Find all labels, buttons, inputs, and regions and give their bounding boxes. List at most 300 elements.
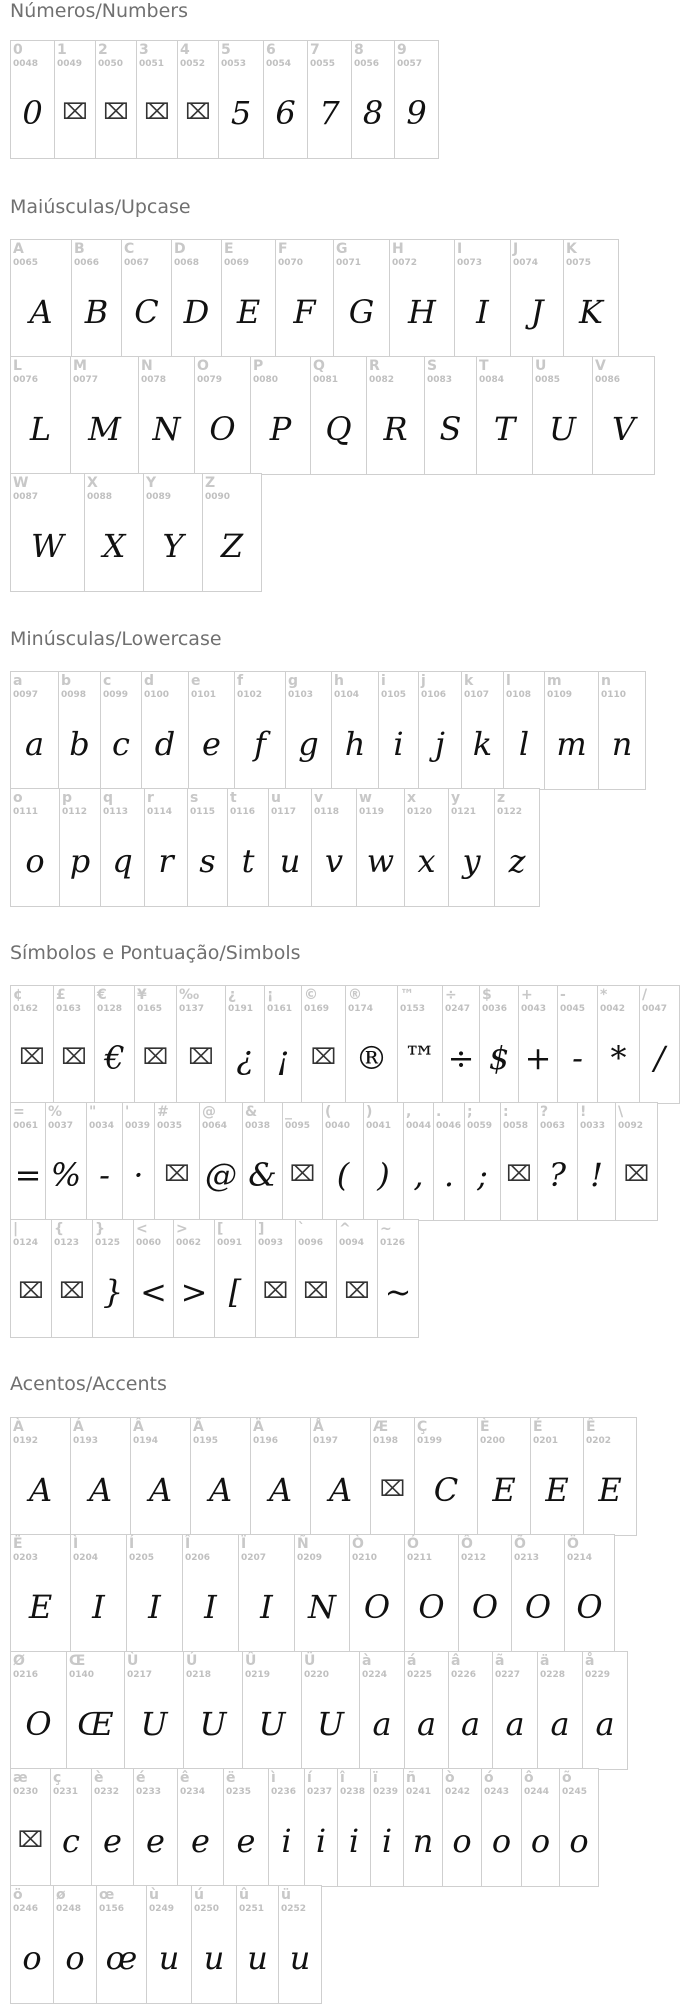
character-code: 0091 [217, 1238, 243, 1248]
glyph-cell-0204 [70, 1534, 127, 1653]
character-code: 0200 [480, 1436, 506, 1446]
character-label: + [521, 987, 533, 1003]
character-label: û [239, 1887, 249, 1903]
character-label: | [13, 1221, 19, 1237]
glyph-preview: > [180, 1272, 208, 1311]
character-label: * [600, 987, 608, 1003]
glyph-preview: v [324, 841, 344, 880]
character-code: 0202 [586, 1436, 612, 1446]
character-code: 0065 [13, 258, 39, 268]
character-label: â [451, 1653, 461, 1669]
glyph-preview: 6 [275, 93, 296, 132]
character-code: 0040 [325, 1121, 351, 1131]
character-code: 0062 [176, 1238, 202, 1248]
glyph-preview: 8 [362, 93, 384, 132]
glyph-cell-0228 [537, 1651, 583, 1770]
character-label: ~ [380, 1221, 392, 1237]
character-label: g [288, 673, 299, 689]
character-code: 0074 [513, 258, 539, 268]
glyph-preview: / [654, 1038, 665, 1077]
glyph-cell-0065 [10, 239, 72, 358]
character-code: 0213 [514, 1553, 540, 1563]
glyph-preview: ) [377, 1155, 390, 1194]
missing-glyph-icon: ⌧ [59, 1278, 85, 1304]
glyph-cell-0097 [10, 671, 59, 790]
character-code: 0214 [567, 1553, 593, 1563]
glyph-preview: I [476, 292, 489, 331]
character-code: 0114 [147, 807, 173, 817]
glyph-preview: e [103, 1821, 122, 1860]
glyph-cell-0080 [250, 356, 311, 475]
character-code: 0209 [297, 1553, 323, 1563]
character-code: 0080 [253, 375, 279, 385]
glyph-preview: B [84, 292, 109, 331]
character-label: % [48, 1104, 63, 1120]
character-label: K [566, 241, 577, 257]
glyph-preview: c [112, 724, 130, 763]
glyph-preview: Œ [77, 1704, 114, 1743]
glyph-cell-0104 [331, 671, 379, 790]
glyph-cell-0234 [177, 1768, 224, 1887]
glyph-preview: - [572, 1038, 583, 1077]
glyph-cell-0252 [278, 1885, 322, 2004]
glyph-preview: E [28, 1587, 53, 1626]
character-label: ! [580, 1104, 587, 1120]
character-label: s [190, 790, 199, 806]
character-label: Y [146, 475, 157, 491]
glyph-cell-0236 [268, 1768, 305, 1887]
glyph-cell-0051 [136, 40, 178, 159]
glyph-preview: A [29, 292, 53, 331]
character-label: æ [13, 1770, 28, 1786]
glyph-preview: I [260, 1587, 273, 1626]
glyph-cell-0081 [310, 356, 367, 475]
glyph-preview: C [433, 1470, 459, 1509]
character-code: 0097 [13, 690, 39, 700]
glyph-preview: z [508, 841, 526, 880]
glyph-cell-0117 [268, 788, 312, 907]
character-label: e [191, 673, 201, 689]
glyph-cell-0214 [564, 1534, 615, 1653]
character-label: { [54, 1221, 64, 1237]
character-label: œ [99, 1887, 115, 1903]
glyph-cell-0165 [134, 985, 177, 1104]
character-label: © [304, 987, 318, 1003]
character-label: D [174, 241, 186, 257]
glyph-cell-0213 [511, 1534, 565, 1653]
glyph-preview: g [298, 724, 319, 763]
missing-glyph-icon: ⌧ [344, 1278, 370, 1304]
character-label: ó [484, 1770, 494, 1786]
glyph-cell-0192 [10, 1417, 71, 1536]
glyph-preview: M [88, 409, 121, 448]
character-code: 0104 [334, 690, 360, 700]
glyph-cell-0205 [126, 1534, 183, 1653]
character-label: ú [194, 1887, 204, 1903]
character-code: 0249 [149, 1904, 175, 1914]
character-label: 2 [98, 42, 108, 58]
character-label: ô [524, 1770, 534, 1786]
glyph-preview: ( [336, 1155, 350, 1194]
character-label: ` [298, 1221, 305, 1237]
character-code: 0072 [392, 258, 418, 268]
character-code: 0246 [13, 1904, 39, 1914]
glyph-preview: i [381, 1821, 393, 1860]
character-code: 0251 [239, 1904, 265, 1914]
glyph-preview: $ [488, 1038, 510, 1077]
character-code: 0075 [566, 258, 592, 268]
glyph-preview: c [62, 1821, 80, 1860]
character-label: ø [56, 1887, 66, 1903]
character-label: Ö [567, 1536, 579, 1552]
character-code: 0093 [258, 1238, 284, 1248]
glyph-preview: @ [205, 1155, 237, 1194]
glyph-cell-0227 [492, 1651, 538, 1770]
glyph-preview: 7 [319, 93, 340, 132]
character-code: 0121 [451, 807, 477, 817]
glyph-preview: u [203, 1938, 225, 1977]
section-title-lowercase: Minúsculas/Lowercase [10, 628, 222, 650]
glyph-cell-0076 [10, 356, 71, 475]
character-code: 0227 [495, 1670, 521, 1680]
glyph-cell-0250 [191, 1885, 237, 2004]
section-title-simbols: Símbolos e Pontuação/Simbols [10, 942, 301, 964]
character-label: n [601, 673, 611, 689]
section-title-upcase: Maiúsculas/Upcase [10, 196, 191, 218]
glyph-preview: u [158, 1938, 180, 1977]
character-code: 0043 [521, 1004, 547, 1014]
glyph-preview: R [383, 409, 408, 448]
glyph-preview: U [258, 1704, 286, 1743]
character-code: 0034 [89, 1121, 115, 1131]
glyph-cell-0124 [10, 1219, 52, 1338]
glyph-cell-0120 [404, 788, 449, 907]
character-label: ™ [400, 987, 414, 1003]
glyph-preview: ¿ [236, 1038, 254, 1077]
character-label: c [103, 673, 112, 689]
glyph-cell-0037 [45, 1102, 87, 1221]
character-code: 0123 [54, 1238, 80, 1248]
character-label: d [144, 673, 155, 689]
glyph-preview: x [417, 841, 436, 880]
glyph-cell-0073 [454, 239, 511, 358]
glyph-preview: o [530, 1821, 551, 1860]
character-code: 0108 [506, 690, 532, 700]
character-code: 0106 [421, 690, 447, 700]
character-code: 0194 [133, 1436, 159, 1446]
character-code: 0128 [97, 1004, 123, 1014]
character-code: 0156 [99, 1904, 125, 1914]
glyph-preview: * [610, 1038, 627, 1077]
glyph-preview: E [236, 292, 261, 331]
glyph-preview: [ [228, 1272, 242, 1311]
character-code: 0220 [304, 1670, 330, 1680]
character-code: 0252 [281, 1904, 307, 1914]
glyph-preview: U [140, 1704, 168, 1743]
character-label: C [124, 241, 135, 257]
character-label: ¢ [13, 987, 23, 1003]
character-label: 4 [180, 42, 190, 58]
glyph-preview: V [611, 409, 636, 448]
glyph-cell-0103 [285, 671, 332, 790]
glyph-preview: œ [105, 1938, 138, 1977]
character-label: _ [285, 1104, 292, 1120]
character-label: Ä [253, 1419, 264, 1435]
character-label: ? [540, 1104, 549, 1120]
glyph-preview: o [491, 1821, 512, 1860]
character-code: 0219 [245, 1670, 271, 1680]
character-code: 0055 [310, 59, 336, 69]
character-label: o [13, 790, 23, 806]
glyph-preview: O [418, 1587, 445, 1626]
glyph-cell-0248 [53, 1885, 97, 2004]
character-code: 0096 [298, 1238, 324, 1248]
glyph-cell-0128 [94, 985, 135, 1104]
glyph-cell-0201 [530, 1417, 584, 1536]
glyph-preview: o [25, 841, 45, 880]
glyph-preview: s [199, 841, 216, 880]
character-code: 0049 [57, 59, 83, 69]
character-label: ç [53, 1770, 62, 1786]
character-code: 0050 [98, 59, 124, 69]
glyph-cell-0114 [144, 788, 188, 907]
glyph-preview: O [524, 1587, 552, 1626]
glyph-preview: Z [220, 526, 244, 565]
glyph-preview: H [408, 292, 436, 331]
glyph-preview: ¡ [276, 1038, 290, 1077]
character-code: 0250 [194, 1904, 220, 1914]
character-code: 0216 [13, 1670, 39, 1680]
character-label: a [13, 673, 23, 689]
section-title-numbers: Números/Numbers [10, 0, 188, 22]
character-code: 0120 [407, 807, 433, 817]
character-label: í [307, 1770, 312, 1786]
glyph-preview: I [148, 1587, 161, 1626]
character-label: ù [149, 1887, 159, 1903]
glyph-preview: e [202, 724, 221, 763]
glyph-cell-0115 [187, 788, 228, 907]
glyph-cell-0161 [264, 985, 302, 1104]
glyph-cell-0058 [500, 1102, 538, 1221]
glyph-preview: j [435, 724, 445, 763]
glyph-cell-0057 [394, 40, 439, 159]
glyph-cell-0242 [442, 1768, 482, 1887]
character-label: ä [540, 1653, 550, 1669]
character-label: Û [245, 1653, 257, 1669]
glyph-preview: 0 [22, 93, 43, 132]
character-code: 0122 [497, 807, 523, 817]
glyph-preview: r [158, 841, 174, 880]
glyph-preview: b [69, 724, 90, 763]
character-code: 0191 [228, 1004, 254, 1014]
glyph-cell-0119 [356, 788, 405, 907]
missing-glyph-icon: ⌧ [303, 1278, 329, 1304]
character-code: 0207 [241, 1553, 267, 1563]
glyph-cell-0083 [424, 356, 477, 475]
character-label: U [535, 358, 547, 374]
glyph-preview: u [279, 841, 301, 880]
character-label: S [427, 358, 438, 374]
character-code: 0086 [595, 375, 621, 385]
character-label: # [157, 1104, 169, 1120]
glyph-preview: k [472, 724, 493, 763]
character-code: 0047 [642, 1004, 668, 1014]
glyph-preview: O [576, 1587, 603, 1626]
section-title-accents: Acentos/Accents [10, 1373, 167, 1395]
glyph-preview: e [236, 1821, 256, 1860]
character-code: 0119 [359, 807, 385, 817]
character-code: 0224 [362, 1670, 388, 1680]
glyph-cell-0247 [442, 985, 480, 1104]
character-code: 0195 [193, 1436, 219, 1446]
character-code: 0198 [373, 1436, 399, 1446]
glyph-cell-0054 [263, 40, 308, 159]
character-code: 0230 [13, 1787, 39, 1797]
character-code: 0067 [124, 258, 150, 268]
character-label: Ú [186, 1653, 198, 1669]
glyph-cell-0239 [370, 1768, 404, 1887]
glyph-cell-0123 [51, 1219, 93, 1338]
glyph-cell-0118 [311, 788, 357, 907]
glyph-preview: y [462, 841, 481, 880]
missing-glyph-icon: ⌧ [142, 1044, 169, 1070]
character-code: 0116 [230, 807, 256, 817]
character-code: 0033 [580, 1121, 606, 1131]
character-code: 0115 [190, 807, 216, 817]
character-label: Ê [586, 1419, 596, 1435]
glyph-cell-0207 [238, 1534, 295, 1653]
character-code: 0078 [141, 375, 167, 385]
character-code: 0163 [56, 1004, 82, 1014]
glyph-preview: f [254, 724, 266, 763]
glyph-preview: p [69, 841, 91, 880]
glyph-preview: } [102, 1272, 124, 1311]
character-code: 0101 [191, 690, 217, 700]
character-label: N [141, 358, 153, 374]
character-label: Œ [69, 1653, 86, 1669]
character-label: ) [366, 1104, 373, 1120]
character-label: Í [129, 1536, 135, 1552]
glyph-cell-0096 [295, 1219, 337, 1338]
character-code: 0241 [406, 1787, 432, 1797]
character-label: - [560, 987, 566, 1003]
glyph-cell-0091 [214, 1219, 256, 1338]
glyph-preview: I [204, 1587, 217, 1626]
glyph-preview: · [133, 1155, 144, 1194]
character-label: J [513, 241, 519, 257]
glyph-cell-0092 [615, 1102, 658, 1221]
character-code: 0089 [146, 492, 172, 502]
glyph-cell-0162 [10, 985, 54, 1104]
glyph-cell-0071 [333, 239, 390, 358]
character-label: Õ [514, 1536, 526, 1552]
character-code: 0118 [314, 807, 340, 817]
character-code: 0107 [464, 690, 490, 700]
character-label: [ [217, 1221, 224, 1237]
character-label: u [271, 790, 281, 806]
glyph-preview: u [247, 1938, 268, 1977]
character-label: Q [313, 358, 325, 374]
glyph-preview: E [545, 1470, 569, 1509]
glyph-cell-0122 [494, 788, 540, 907]
glyph-preview: U [317, 1704, 344, 1743]
character-code: 0112 [62, 807, 88, 817]
glyph-cell-0137 [176, 985, 226, 1104]
glyph-cell-0202 [583, 1417, 637, 1536]
glyph-cell-0086 [592, 356, 655, 475]
glyph-cell-0039 [122, 1102, 155, 1221]
character-label: @ [202, 1104, 216, 1120]
character-label: 3 [139, 42, 149, 58]
glyph-cell-0069 [221, 239, 276, 358]
character-label: $ [482, 987, 492, 1003]
glyph-cell-0036 [479, 985, 519, 1104]
glyph-cell-0238 [337, 1768, 371, 1887]
character-label: l [506, 673, 511, 689]
glyph-preview: o [569, 1821, 589, 1860]
character-code: 0203 [13, 1553, 39, 1563]
character-label: 7 [310, 42, 320, 58]
character-label: y [451, 790, 461, 806]
missing-glyph-icon: ⌧ [289, 1161, 316, 1187]
glyph-cell-0195 [190, 1417, 251, 1536]
glyph-cell-0089 [143, 473, 203, 592]
character-label: F [278, 241, 288, 257]
character-code: 0226 [451, 1670, 477, 1680]
character-code: 0098 [61, 690, 87, 700]
character-code: 0169 [304, 1004, 330, 1014]
character-code: 0085 [535, 375, 561, 385]
character-code: 0235 [226, 1787, 252, 1797]
character-code: 0244 [524, 1787, 550, 1797]
character-label: Ì [73, 1536, 79, 1552]
character-code: 0237 [307, 1787, 333, 1797]
glyph-preview: A [88, 1470, 113, 1509]
character-code: 0217 [127, 1670, 153, 1680]
glyph-preview: - [99, 1155, 110, 1194]
missing-glyph-icon: ⌧ [164, 1161, 190, 1187]
glyph-cell-0163 [53, 985, 95, 1104]
character-label: x [407, 790, 417, 806]
glyph-cell-0116 [227, 788, 269, 907]
glyph-preview: P [269, 409, 292, 448]
character-code: 0042 [600, 1004, 626, 1014]
glyph-preview: ; [477, 1155, 488, 1194]
glyph-cell-0220 [301, 1651, 360, 1770]
character-code: 0041 [366, 1121, 392, 1131]
glyph-cell-0230 [10, 1768, 51, 1887]
glyph-preview: u [289, 1938, 311, 1977]
glyph-cell-0078 [138, 356, 195, 475]
glyph-cell-0245 [559, 1768, 599, 1887]
glyph-cell-0235 [223, 1768, 269, 1887]
character-code: 0099 [103, 690, 129, 700]
glyph-cell-0048 [10, 40, 55, 159]
character-label: ^ [339, 1221, 351, 1237]
glyph-cell-0111 [10, 788, 60, 907]
character-code: 0153 [400, 1004, 426, 1014]
character-label: Ô [461, 1536, 473, 1552]
character-label: ( [325, 1104, 332, 1120]
glyph-cell-0249 [146, 1885, 192, 2004]
character-label: V [595, 358, 606, 374]
character-code: 0110 [601, 690, 627, 700]
character-code: 0232 [94, 1787, 120, 1797]
glyph-cell-0038 [242, 1102, 283, 1221]
glyph-cell-0075 [563, 239, 619, 358]
missing-glyph-icon: ⌧ [103, 99, 129, 125]
glyph-cell-0246 [10, 1885, 54, 2004]
